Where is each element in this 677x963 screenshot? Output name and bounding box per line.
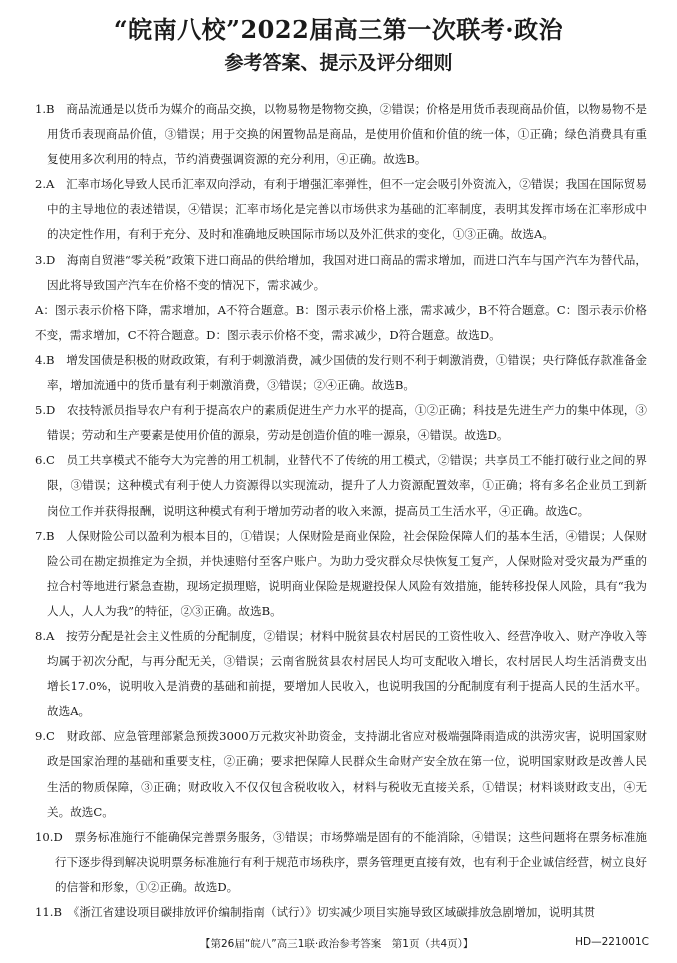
answer-item-4: 4.B 增发国债是积极的财政政策，有利于刺激消费，减少国债的发行则不利于刺激消费，①错误；央行降低存款准备金率，增加流通中的货币量有利于刺激消费，③错误；②④正确。故选B。 <box>35 352 647 393</box>
answer-item-8: 8.A 按劳分配是社会主义性质的分配制度，②错误；材料中脱贫县农村居民的工资性收入、经营净收入、财产净收入等均属于初次分配，与再分配无关，③错误；云南省脱贫县农村居民人均可支配收入增长，农村居民人均生活消费支出增长17.0%，说明收入是消费的基础和前提，要增加人民收入，也说明我国的分配制度有利于提高人民的生活水平。故选A。 <box>35 628 647 719</box>
answer-item-6: 6.C 员工共享模式不能夸大为完善的用工机制，业替代不了传统的用工模式，②错误；共享员工不能打破行业之间的界限，③错误；这种模式有利于使人力资源得以实现流动，提升了人力资源配置效率，①正确；将有多名企业员工到新岗位工作并获得报酬，说明这种模式有利于增加劳动者的收入来源，提高员工生活水平，④正确。故选C。 <box>35 453 647 518</box>
answer-item-5: 5.D 农技特派员指导农户有利于提高农户的素质促进生产力水平的提高，①②正确；科技是先进生产力的集中体现，③错误；劳动和生产要素是使用价值的源泉，劳动是创造价值的唯一源泉，④错误。故选D。 <box>35 403 647 443</box>
page-subtitle: 参考答案、提示及评分细则 <box>224 52 453 74</box>
page-footer <box>0 936 677 954</box>
footer-code: HD—221001C <box>575 936 649 948</box>
answer-item-11: 11.B 《浙江省建设项目碳排放评价编制指南（试行）》切实减少项目实施导致区域碳排放急剧增加，说明其贯 <box>35 905 596 919</box>
answer-item-7: 7.B 人保财险公司以盈利为根本目的，①错误；人保财险是商业保险，社会保险保障人们的基本生活，④错误；人保财险公司在勘定损推定为全损，并快速赔付至客户账户。为助力受灾群众尽快恢复工复产，人保财险对受灾最为严重的拉合村等地进行紧急查勘，现场定损理赔，说明商业保险是规避投保人风险有效措施，能转移投保人风险，具有“我为人人，人人为我”的特征，②③正确。故选B。 <box>35 528 647 618</box>
answer-item-1: 1.B 商品流通是以货币为媒介的商品交换，以物易物是物物交换，②错误；价格是用货币表现商品价值，以物易物不是用货币表现商品价值，③错误；用于交换的闲置物品是商品，是使用价值和价值的统一体，①正确；绿色消费具有重复使用多次利用的特点，节约消费强调资源的充分利用，④正确。故选B。 <box>35 102 647 167</box>
page-title: “皖南八校”2022届高三第一次联考·政治 <box>113 15 564 44</box>
answer-item-9: 9.C 财政部、应急管理部紧急预拨3000万元救灾补助资金，支持湖北省应对极端强降雨造成的洪涝灾害，说明国家财政是国家治理的基础和重要支柱，②正确；要求把保障人民群众生命财产安全放在第一位，说明国家财政是改善人民生活的物质保障，③正确；财政收入不仅仅包含税收收入，材料与税收无直接关系，①错误；材料谈财政支出，④无关。故选C。 <box>35 729 647 819</box>
answer-item-10: 10.D 票务标准施行不能确保完善票务服务，③错误；市场弊端是固有的不能消除，④错误；这些问题将在票务标准施行下逐步得到解决说明票务标准施行有利于规范市场秩序，票务管理更直接有效，也有利于企业诚信经营，树立良好的信誉和形象，①②正确。故选D。 <box>35 829 647 894</box>
answer-list <box>35 97 647 925</box>
footer-page-info: 【第26届“皖八”高三1联·政治参考答案 第1页（共4页）】 <box>200 938 474 950</box>
answer-item-3-options: A：图示表示价格下降，需求增加，A不符合题意。B：图示表示价格上涨，需求减少，B不符合题意。C：图示表示价格不变，需求增加，C不符合题意。D：图示表示价格不变，需求减少，D符合题意。故选D。 <box>35 302 647 342</box>
answer-item-2: 2.A 汇率市场化导致人民币汇率双向浮动，有利于增强汇率弹性，但不一定会吸引外资流入，②错误；我国在国际贸易中的主导地位的表述错误，④错误；汇率市场化是完善以市场供求为基础的汇率制度，表明其发挥市场在汇率形成中的决定性作用，有利于充分、及时和准确地反映国际市场以及外汇供求的变化，①③正确。故选A。 <box>35 177 647 242</box>
answer-item-3: 3.D 海南自贸港“零关税”政策下进口商品的供给增加，我国对进口商品的需求增加，而进口汽车与国产汽车为替代品，因此将导致国产汽车在价格不变的情况下，需求减少。 <box>35 252 647 292</box>
